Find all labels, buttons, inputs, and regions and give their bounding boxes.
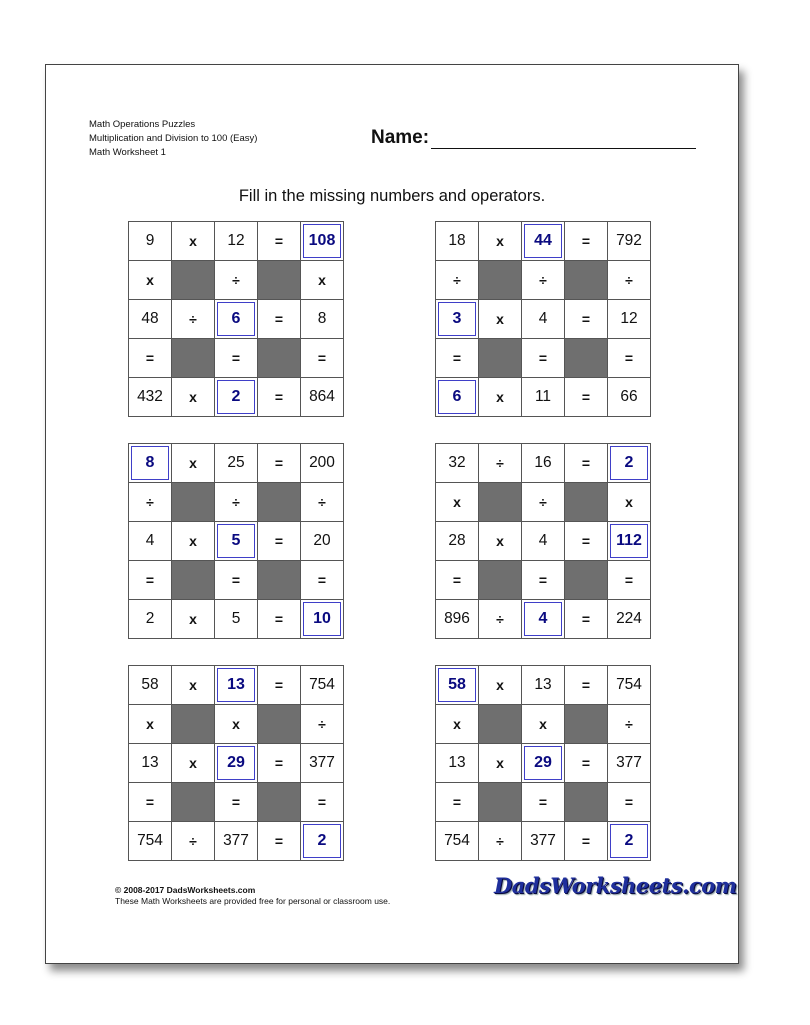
operator-cell: = <box>258 522 301 561</box>
operator-cell: x <box>436 483 479 522</box>
name-line <box>431 128 696 149</box>
operator-cell: = <box>129 561 172 600</box>
number-cell: 20 <box>301 522 344 561</box>
blank-cell <box>565 561 608 600</box>
operator-cell: ÷ <box>215 261 258 300</box>
operator-cell: x <box>172 378 215 417</box>
puzzle-grid <box>435 443 651 639</box>
puzzle-row <box>436 300 651 339</box>
blank-cell <box>479 705 522 744</box>
operator-cell: = <box>258 444 301 483</box>
operator-cell: ÷ <box>301 483 344 522</box>
operator-cell: x <box>172 600 215 639</box>
number-cell: 754 <box>436 822 479 861</box>
operator-cell: x <box>215 705 258 744</box>
number-cell: 377 <box>522 822 565 861</box>
operator-cell: = <box>608 783 651 822</box>
number-cell: 754 <box>301 666 344 705</box>
answer-cell <box>608 522 651 561</box>
puzzle-row <box>436 783 651 822</box>
number-cell: 4 <box>129 522 172 561</box>
number-cell: 377 <box>301 744 344 783</box>
blank-cell <box>258 705 301 744</box>
number-cell: 864 <box>301 378 344 417</box>
blank-cell <box>479 339 522 378</box>
answer-cell <box>608 822 651 861</box>
operator-cell: ÷ <box>522 483 565 522</box>
operator-cell: x <box>608 483 651 522</box>
operator-cell: = <box>215 783 258 822</box>
number-cell: 432 <box>129 378 172 417</box>
operator-cell: = <box>436 339 479 378</box>
blank-cell <box>565 705 608 744</box>
operator-cell: ÷ <box>608 705 651 744</box>
blank-cell <box>565 261 608 300</box>
puzzle-row <box>436 222 651 261</box>
worksheet-subtitle: Multiplication and Division to 100 (Easy) <box>89 133 258 144</box>
number-cell: 377 <box>608 744 651 783</box>
operator-cell: = <box>436 561 479 600</box>
puzzle-grid <box>435 221 651 417</box>
blank-cell <box>258 261 301 300</box>
blank-cell <box>479 561 522 600</box>
operator-cell: = <box>522 783 565 822</box>
operator-cell: = <box>522 339 565 378</box>
number-cell: 4 <box>522 522 565 561</box>
answer-cell <box>522 744 565 783</box>
operator-cell: ÷ <box>479 822 522 861</box>
operator-cell: = <box>215 561 258 600</box>
number-cell: 12 <box>608 300 651 339</box>
number-cell: 25 <box>215 444 258 483</box>
number-cell: 754 <box>608 666 651 705</box>
number-cell: 792 <box>608 222 651 261</box>
puzzle-grid <box>128 443 344 639</box>
number-cell: 754 <box>129 822 172 861</box>
operator-cell: x <box>301 261 344 300</box>
number-cell: 13 <box>522 666 565 705</box>
operator-cell: = <box>565 600 608 639</box>
answer-value: 2 <box>610 446 648 480</box>
operator-cell: = <box>565 666 608 705</box>
operator-cell: x <box>172 744 215 783</box>
puzzle-row <box>129 600 344 639</box>
answer-cell <box>215 744 258 783</box>
worksheet-title: Math Operations Puzzles <box>89 119 196 130</box>
operator-cell: = <box>565 222 608 261</box>
answer-value: 2 <box>303 824 341 858</box>
answer-value: 4 <box>524 602 562 636</box>
number-cell: 18 <box>436 222 479 261</box>
operator-cell: = <box>258 222 301 261</box>
blank-cell <box>172 561 215 600</box>
answer-value: 29 <box>524 746 562 780</box>
operator-cell: ÷ <box>608 261 651 300</box>
puzzle-row <box>129 378 344 417</box>
operator-cell: ÷ <box>479 600 522 639</box>
operator-cell: x <box>479 300 522 339</box>
blank-cell <box>479 483 522 522</box>
answer-cell <box>436 378 479 417</box>
answer-value: 29 <box>217 746 255 780</box>
operator-cell: = <box>258 600 301 639</box>
operator-cell: ÷ <box>522 261 565 300</box>
worksheet-number: Math Worksheet 1 <box>89 147 166 158</box>
blank-cell <box>172 783 215 822</box>
answer-cell <box>301 222 344 261</box>
answer-cell <box>522 600 565 639</box>
operator-cell: x <box>479 522 522 561</box>
number-cell: 200 <box>301 444 344 483</box>
answer-cell <box>301 600 344 639</box>
blank-cell <box>258 339 301 378</box>
operator-cell: = <box>436 783 479 822</box>
operator-cell: x <box>172 222 215 261</box>
operator-cell: = <box>301 783 344 822</box>
operator-cell: x <box>479 222 522 261</box>
number-cell: 16 <box>522 444 565 483</box>
puzzle-row <box>436 561 651 600</box>
answer-cell <box>215 300 258 339</box>
blank-cell <box>172 705 215 744</box>
worksheet-header <box>89 118 257 160</box>
operator-cell: ÷ <box>301 705 344 744</box>
operator-cell: = <box>608 339 651 378</box>
operator-cell: x <box>172 522 215 561</box>
answer-value: 108 <box>303 224 341 258</box>
number-cell: 5 <box>215 600 258 639</box>
blank-cell <box>258 483 301 522</box>
number-cell: 8 <box>301 300 344 339</box>
operator-cell: ÷ <box>215 483 258 522</box>
number-cell: 896 <box>436 600 479 639</box>
operator-cell: = <box>258 822 301 861</box>
answer-cell <box>129 444 172 483</box>
answer-value: 10 <box>303 602 341 636</box>
operator-cell: = <box>565 744 608 783</box>
name-label: Name: <box>371 127 430 148</box>
answer-cell <box>436 666 479 705</box>
puzzle-row <box>436 378 651 417</box>
operator-cell: = <box>565 378 608 417</box>
blank-cell <box>258 783 301 822</box>
operator-cell: ÷ <box>172 300 215 339</box>
answer-cell <box>608 444 651 483</box>
number-cell: 58 <box>129 666 172 705</box>
puzzle-row <box>129 522 344 561</box>
footer <box>115 885 390 907</box>
puzzle-row <box>129 300 344 339</box>
number-cell: 377 <box>215 822 258 861</box>
puzzle-row <box>129 783 344 822</box>
operator-cell: x <box>172 444 215 483</box>
puzzle-row <box>129 744 344 783</box>
operator-cell: = <box>301 561 344 600</box>
number-cell: 11 <box>522 378 565 417</box>
answer-cell <box>215 522 258 561</box>
puzzle-row <box>436 339 651 378</box>
operator-cell: = <box>258 378 301 417</box>
answer-value: 3 <box>438 302 476 336</box>
operator-cell: = <box>129 783 172 822</box>
usage-note: These Math Worksheets are provided free for personal or classroom use. <box>115 896 391 906</box>
blank-cell <box>565 783 608 822</box>
puzzle-row <box>129 261 344 300</box>
operator-cell: = <box>129 339 172 378</box>
puzzle-grid <box>435 665 651 861</box>
puzzle-row <box>129 666 344 705</box>
number-cell: 13 <box>436 744 479 783</box>
number-cell: 13 <box>129 744 172 783</box>
operator-cell: = <box>258 744 301 783</box>
operator-cell: = <box>301 339 344 378</box>
operator-cell: x <box>436 705 479 744</box>
blank-cell <box>172 261 215 300</box>
operator-cell: x <box>522 705 565 744</box>
number-cell: 12 <box>215 222 258 261</box>
instructions: Fill in the missing numbers and operators. <box>238 187 546 205</box>
answer-value: 6 <box>438 380 476 414</box>
answer-value: 58 <box>438 668 476 702</box>
puzzle-row <box>436 666 651 705</box>
operator-cell: = <box>258 666 301 705</box>
puzzle-grid <box>128 221 344 417</box>
operator-cell: = <box>215 339 258 378</box>
operator-cell: ÷ <box>479 444 522 483</box>
puzzle-row <box>436 705 651 744</box>
operator-cell: = <box>565 822 608 861</box>
puzzle-row <box>129 339 344 378</box>
answer-cell <box>301 822 344 861</box>
answer-value: 8 <box>131 446 169 480</box>
copyright: © 2008-2017 DadsWorksheets.com <box>115 885 256 895</box>
answer-value: 2 <box>217 380 255 414</box>
puzzle-row <box>436 744 651 783</box>
blank-cell <box>172 483 215 522</box>
number-cell: 32 <box>436 444 479 483</box>
answer-cell <box>436 300 479 339</box>
answer-value: 13 <box>217 668 255 702</box>
answer-cell <box>215 666 258 705</box>
operator-cell: ÷ <box>129 483 172 522</box>
operator-cell: = <box>565 300 608 339</box>
puzzle-row <box>129 444 344 483</box>
operator-cell: x <box>479 378 522 417</box>
puzzle-row <box>129 483 344 522</box>
puzzle-row <box>436 822 651 861</box>
number-cell: 224 <box>608 600 651 639</box>
operator-cell: ÷ <box>436 261 479 300</box>
answer-value: 6 <box>217 302 255 336</box>
operator-cell: ÷ <box>172 822 215 861</box>
operator-cell: = <box>565 522 608 561</box>
worksheet-page <box>45 64 739 964</box>
operator-cell: = <box>565 444 608 483</box>
number-cell: 4 <box>522 300 565 339</box>
name-field <box>371 127 696 149</box>
number-cell: 2 <box>129 600 172 639</box>
puzzle-row <box>436 522 651 561</box>
blank-cell <box>479 261 522 300</box>
operator-cell: x <box>129 705 172 744</box>
puzzle-row <box>129 561 344 600</box>
number-cell: 48 <box>129 300 172 339</box>
operator-cell: = <box>258 300 301 339</box>
answer-value: 112 <box>610 524 648 558</box>
answer-value: 5 <box>217 524 255 558</box>
answer-cell <box>215 378 258 417</box>
puzzle-row <box>436 444 651 483</box>
puzzle-row <box>129 822 344 861</box>
puzzle-grid <box>128 665 344 861</box>
answer-cell <box>522 222 565 261</box>
answer-value: 44 <box>524 224 562 258</box>
operator-cell: x <box>479 666 522 705</box>
blank-cell <box>479 783 522 822</box>
puzzle-row <box>436 261 651 300</box>
operator-cell: = <box>522 561 565 600</box>
blank-cell <box>172 339 215 378</box>
answer-value: 2 <box>610 824 648 858</box>
puzzle-row <box>436 483 651 522</box>
operator-cell: x <box>479 744 522 783</box>
blank-cell <box>565 483 608 522</box>
puzzle-row <box>129 222 344 261</box>
puzzle-row <box>129 705 344 744</box>
operator-cell: x <box>172 666 215 705</box>
number-cell: 66 <box>608 378 651 417</box>
dadsworksheets-logo: DadsWorksheets.com <box>494 873 737 898</box>
number-cell: 28 <box>436 522 479 561</box>
operator-cell: = <box>608 561 651 600</box>
number-cell: 9 <box>129 222 172 261</box>
puzzle-row <box>436 600 651 639</box>
operator-cell: x <box>129 261 172 300</box>
blank-cell <box>565 339 608 378</box>
blank-cell <box>258 561 301 600</box>
